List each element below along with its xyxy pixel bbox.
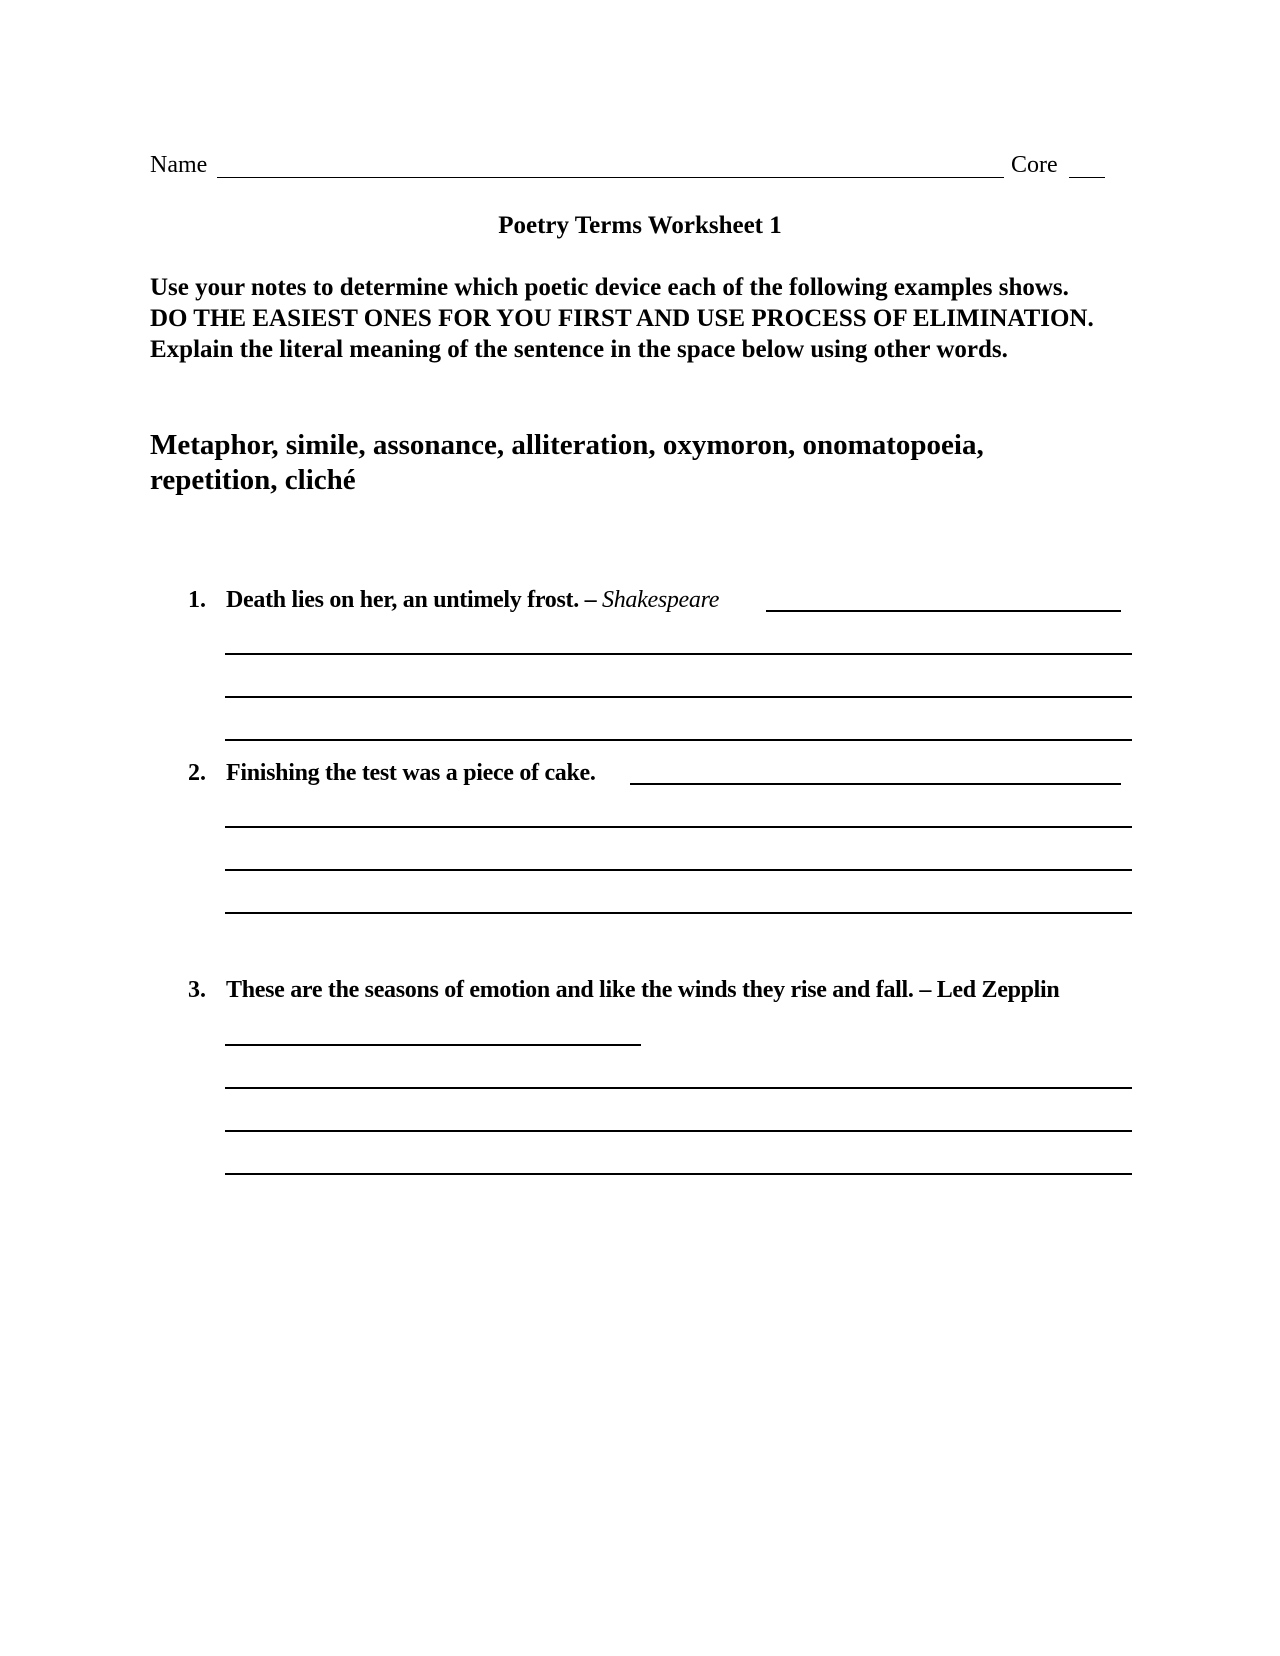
question-2-number: 2. — [188, 760, 206, 786]
worksheet-title: Poetry Terms Worksheet 1 — [498, 212, 782, 239]
question-2-explain-line-3[interactable] — [225, 912, 1132, 914]
terms-line-1: Metaphor, simile, assonance, alliteration, oxymoron, onomatopoeia, — [150, 429, 984, 461]
question-2-explain-line-2[interactable] — [225, 869, 1132, 871]
question-2-explain-line-1[interactable] — [225, 826, 1132, 828]
question-3-answer-line[interactable] — [225, 1044, 641, 1046]
question-1-explain-line-2[interactable] — [225, 696, 1132, 698]
question-3-text — [226, 975, 1059, 1005]
name-label: Name — [150, 152, 208, 178]
question-1-number: 1. — [188, 587, 206, 613]
question-2-answer-line[interactable] — [630, 783, 1121, 785]
question-2-sentence: Finishing the test was a piece of cake. — [226, 760, 596, 786]
question-1-text — [226, 585, 719, 615]
question-3-explain-line-1[interactable] — [225, 1087, 1132, 1089]
core-field-line[interactable] — [1069, 177, 1105, 178]
question-1-sentence: Death lies on her, an untimely frost. – — [226, 587, 597, 613]
name-field-line[interactable] — [217, 177, 1004, 178]
question-3-explain-line-3[interactable] — [225, 1173, 1132, 1175]
core-label: Core — [1011, 152, 1058, 178]
question-1-explain-line-1[interactable] — [225, 653, 1132, 655]
terms-line-2: repetition, cliché — [150, 464, 356, 496]
question-3-sentence: These are the seasons of emotion and like the winds they rise and fall. – Led Zepplin — [226, 977, 1060, 1003]
question-1-attribution: Shakespeare — [602, 587, 720, 613]
question-3-explain-line-2[interactable] — [225, 1130, 1132, 1132]
question-3-number: 3. — [188, 977, 206, 1003]
question-1-answer-line[interactable] — [766, 610, 1121, 612]
terms-list — [150, 428, 1050, 498]
instructions-paragraph: Use your notes to determine which poetic device each of the following examples shows. DO THE EASIEST ONES FOR YOU FIRST AND USE PROCESS OF ELIMINATION. Explain the literal meaning of the sentence in the space below using other words. — [150, 274, 1094, 363]
question-1-explain-line-3[interactable] — [225, 739, 1132, 741]
question-2-text — [226, 758, 596, 788]
